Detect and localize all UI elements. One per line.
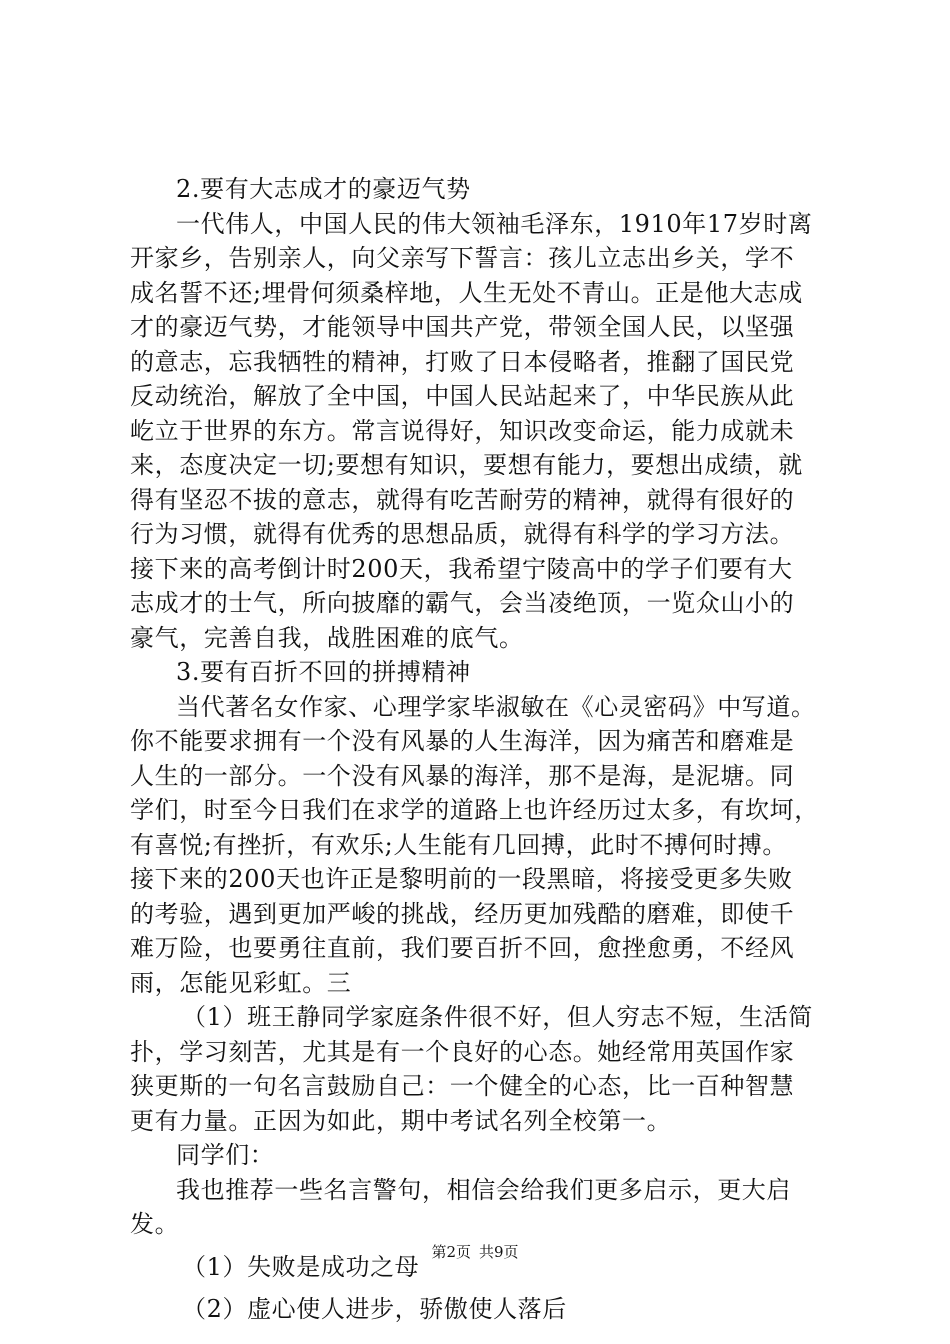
salutation-line: 同学们： xyxy=(176,1141,275,1169)
paragraph-line: 的考验，遇到更加严峻的挑战，经历更加残酷的磨难，即使千 xyxy=(130,899,795,928)
paragraph-line: 当代著名女作家、心理学家毕淑敏在《心灵密码》中写道。 xyxy=(176,692,816,721)
paragraph-line: 你不能要求拥有一个没有风暴的人生海洋，因为痛苦和磨难是 xyxy=(130,727,795,755)
paragraph-line: 有喜悦;有挫折，有欢乐;人生能有几回搏，此时不搏何时搏。 xyxy=(130,830,787,859)
paragraph-line: 难万险，也要勇往直前，我们要百折不回，愈挫愈勇，不经风 xyxy=(130,934,795,962)
page-number: 第2页 xyxy=(431,1243,471,1261)
paragraph-line: 豪气，完善自我，战胜困难的底气。 xyxy=(130,623,524,652)
paragraph-line: 得有坚忍不拔的意志，就得有吃苦耐劳的精神，就得有很好的 xyxy=(130,485,795,514)
paragraph-line: 志成才的士气，所向披靡的霸气，会当凌绝顶，一览众山小的 xyxy=(130,589,795,617)
paragraph-line: 成名誓不还;埋骨何须桑梓地，人生无处不青山。正是他大志成 xyxy=(130,278,803,307)
list-item: （1）失败是成功之母 xyxy=(182,1252,420,1281)
paragraph-line: 雨，怎能见彩虹。三 xyxy=(130,968,352,997)
document-body xyxy=(130,172,830,1327)
paragraph-line: 接下来的200天也许正是黎明前的一段黑暗，将接受更多失败 xyxy=(130,865,793,893)
list-item: （2）虚心使人进步，骄傲使人落后 xyxy=(182,1295,567,1323)
paragraph-line: 发。 xyxy=(130,1210,180,1238)
page-total: 共9页 xyxy=(479,1243,519,1261)
paragraph-line: 才的豪迈气势，才能领导中国共产党，带领全国人民，以坚强 xyxy=(130,313,795,341)
section-heading: 2.要有大志成才的豪迈气势 xyxy=(176,175,471,203)
paragraph-line: 接下来的高考倒计时200天，我希望宁陵高中的学子们要有大 xyxy=(130,554,793,583)
paragraph-line: 扑，学习刻苦，尤其是有一个良好的心态。她经常用英国作家 xyxy=(130,1037,795,1066)
paragraph-line: 开家乡，告别亲人，向父亲写下誓言：孩儿立志出乡关，学不 xyxy=(130,244,795,272)
page-footer xyxy=(0,1243,950,1261)
paragraph-line: 行为习惯，就得有优秀的思想品质，就得有科学的学习方法。 xyxy=(130,520,795,548)
section-heading: 3.要有百折不回的拼搏精神 xyxy=(176,658,471,686)
paragraph-line: 的意志，忘我牺牲的精神，打败了日本侵略者，推翻了国民党 xyxy=(130,347,795,376)
paragraph-line: 更有力量。正因为如此，期中考试名列全校第一。 xyxy=(130,1106,672,1135)
paragraph-line: 一代伟人，中国人民的伟大领袖毛泽东，1910年17岁时离 xyxy=(176,209,813,238)
paragraph-line: （1）班王静同学家庭条件很不好，但人穷志不短，生活简 xyxy=(182,1003,813,1031)
paragraph-line: 屹立于世界的东方。常言说得好，知识改变命运，能力成就未 xyxy=(130,416,795,445)
paragraph-line: 我也推荐一些名言警句，相信会给我们更多启示，更大启 xyxy=(176,1175,791,1204)
paragraph-line: 学们，时至今日我们在求学的道路上也许经历过太多，有坎坷， xyxy=(130,796,819,824)
paragraph-line: 来，态度决定一切;要想有知识，要想有能力，要想出成绩，就 xyxy=(130,451,803,479)
paragraph-line: 反动统治，解放了全中国，中国人民站起来了，中华民族从此 xyxy=(130,382,795,410)
paragraph-line: 人生的一部分。一个没有风暴的海洋，那不是海，是泥塘。同 xyxy=(130,761,795,790)
paragraph-line: 狭更斯的一句名言鼓励自己：一个健全的心态，比一百种智慧 xyxy=(130,1072,795,1100)
